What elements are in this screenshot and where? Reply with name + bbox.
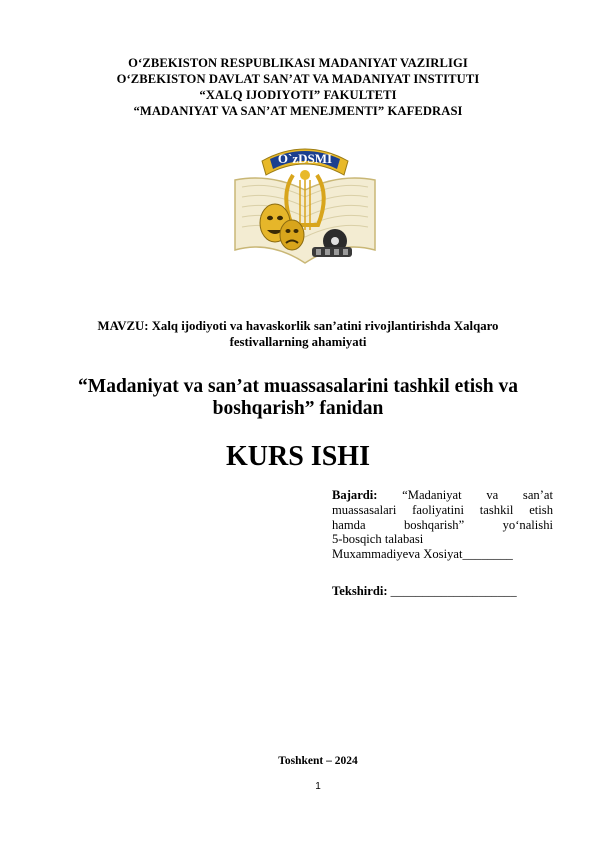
ministry-line: O‘ZBEKISTON RESPUBLIKASI MADANIYAT VAZIRLIGI bbox=[128, 56, 468, 70]
department-line: “MADANIYAT VA SAN’AT MENEJMENTI” KAFEDRASI bbox=[133, 104, 463, 118]
supervisor-label: Tekshirdi: bbox=[332, 584, 388, 598]
author-line-3: hamda boshqarish” yo‘nalishi bbox=[332, 517, 553, 532]
topic-block bbox=[80, 318, 516, 350]
supervisor-block bbox=[332, 584, 553, 599]
institute-logo bbox=[230, 135, 380, 275]
author-line-1 bbox=[332, 488, 553, 503]
author-label: Bajardi: bbox=[332, 488, 378, 502]
institute-line: O‘ZBEKISTON DAVLAT SAN’AT VA MADANIYAT INSTITUTI bbox=[116, 72, 480, 86]
author-line-1-text: “Madaniyat va san’at bbox=[377, 488, 553, 502]
document-title: KURS ISHI bbox=[226, 441, 370, 472]
page-number: 1 bbox=[315, 781, 321, 792]
subject-block bbox=[60, 376, 536, 420]
institution-header bbox=[0, 55, 596, 119]
logo-text: O`zDSMI bbox=[277, 151, 333, 166]
topic-line-2: festivallarning ahamiyati bbox=[229, 335, 367, 349]
author-line-2: muassasalari faoliyatini tashkil etish bbox=[332, 502, 553, 517]
city-year: Toshkent – 2024 bbox=[278, 755, 358, 767]
faculty-line: “XALQ IJODIYOTI” FAKULTETI bbox=[199, 88, 397, 102]
author-line-4: 5-bosqich talabasi bbox=[332, 532, 424, 547]
supervisor-blank: ____________________ bbox=[387, 584, 517, 598]
author-name: Muxammadiyeva Xosiyat________ bbox=[332, 547, 513, 562]
topic-line-1: MAVZU: Xalq ijodiyoti va havaskorlik san’atini rivojlantirishda Xalqaro bbox=[97, 319, 499, 333]
subject-line-2: boshqarish” fanidan bbox=[212, 398, 384, 419]
subject-line-1: “Madaniyat va san’at muassasalarini tashkil etish va bbox=[78, 376, 518, 397]
author-block bbox=[332, 488, 553, 562]
